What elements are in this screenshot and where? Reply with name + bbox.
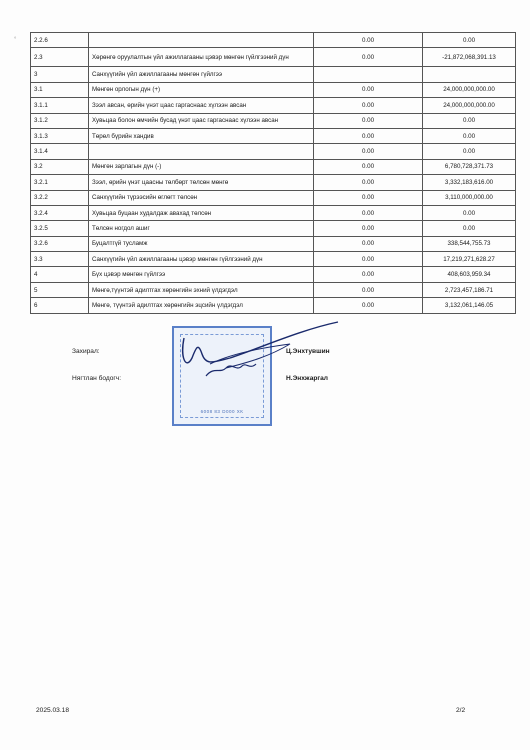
row-current-value: 0.00 [423,33,516,48]
row-code: 3.2.6 [31,236,89,251]
row-code: 6 [31,298,89,313]
row-current-value: 3,132,061,146.05 [423,298,516,313]
row-description: Мөнгө,түүнтэй адилтгах хөрөнгийн эхний үлдэгдэл [89,282,314,297]
footer-date: 2025.03.18 [36,707,70,714]
row-description: Бүх цэвэр мөнгөн гүйлгээ [89,267,314,282]
row-previous-value: 0.00 [314,221,423,236]
row-current-value: 0.00 [423,113,516,128]
row-description: Буцалтгүй тусламж [89,236,314,251]
row-previous-value: 0.00 [314,82,423,97]
row-previous-value: 0.00 [314,205,423,220]
row-code: 3.1.2 [31,113,89,128]
row-previous-value: 0.00 [314,128,423,143]
row-previous-value: 0.00 [314,33,423,48]
row-code: 2.2.6 [31,33,89,48]
row-description: Хөрөнгө оруулалтын үйл ажиллагааны цэвэр мөнгөн гүйлгээний дүн [89,48,314,67]
row-description [89,144,314,159]
row-code: 3.1.3 [31,128,89,143]
row-description [89,33,314,48]
stamp-text: 6008 83 D000 ХК [200,409,244,414]
row-previous-value: 0.00 [314,48,423,67]
table-row [31,252,516,267]
table-row [31,144,516,159]
row-current-value: 3,110,000,000.00 [423,190,516,205]
row-code: 3 [31,67,89,82]
table-row [31,159,516,174]
row-previous-value: 0.00 [314,267,423,282]
row-previous-value: 0.00 [314,190,423,205]
row-description: Төлсөн ногдол ашиг [89,221,314,236]
row-code: 3.1.4 [31,144,89,159]
row-description: Мөнгөн зарлагын дүн (-) [89,159,314,174]
row-current-value: 408,603,959.34 [423,267,516,282]
table-row [31,298,516,313]
row-previous-value: 0.00 [314,144,423,159]
row-code: 3.1 [31,82,89,97]
row-current-value [423,67,516,82]
row-description: Мөнгө, түүнтэй адилтгах хөрөнгийн эцсийн үлдэгдэл [89,298,314,313]
margin-mark: ° [14,37,17,43]
row-description: Хувьцаа буцаан худалдаж авахад төлсөн [89,205,314,220]
table-row [31,98,516,113]
row-previous-value: 0.00 [314,175,423,190]
accountant-label: Нягтлан бодогч: [72,375,122,382]
table-row [31,236,516,251]
row-current-value: 0.00 [423,128,516,143]
row-current-value: 3,332,183,616.00 [423,175,516,190]
row-description: Хувьцаа болон өмчийн бусад үнэт цаас гаргаснаас хүлээн авсан [89,113,314,128]
row-current-value: 0.00 [423,205,516,220]
row-current-value: -21,872,068,391.13 [423,48,516,67]
table-row [31,282,516,297]
director-label: Захирал: [72,348,100,355]
row-previous-value: 0.00 [314,159,423,174]
row-previous-value: 0.00 [314,282,423,297]
row-code: 3.2.5 [31,221,89,236]
row-code: 3.2.4 [31,205,89,220]
row-description: Төрөл бүрийн хандив [89,128,314,143]
row-current-value: 2,723,457,186.71 [423,282,516,297]
row-code: 3.2.1 [31,175,89,190]
page-number: 2/2 [456,707,466,714]
row-description: Мөнгөн орлогын дүн (+) [89,82,314,97]
row-code: 2.3 [31,48,89,67]
row-code: 4 [31,267,89,282]
table-row [31,33,516,48]
row-code: 3.3 [31,252,89,267]
row-code: 3.2 [31,159,89,174]
table-row [31,175,516,190]
row-description: Зээл, өрийн үнэт цаасны төлбөрт төлсөн мөнгө [89,175,314,190]
row-previous-value: 0.00 [314,298,423,313]
row-code: 3.2.2 [31,190,89,205]
table-row [31,113,516,128]
table-row [31,190,516,205]
row-current-value: 24,000,000,000.00 [423,82,516,97]
table-row [31,48,516,67]
row-description: Санхүүгийн үйл ажиллагааны мөнгөн гүйлгээ [89,67,314,82]
row-previous-value: 0.00 [314,236,423,251]
table-row [31,82,516,97]
row-description: Санхүүгийн түрээсийн өглөгт төлсөн [89,190,314,205]
row-description: Зээл авсан, өрийн үнэт цаас гаргаснаас хүлээн авсан [89,98,314,113]
table-row [31,128,516,143]
table-row [31,221,516,236]
row-previous-value: 0.00 [314,113,423,128]
cash-flow-table [30,32,516,314]
director-name: Ц.Энхтувшин [286,348,330,355]
row-current-value: 6,780,728,371.73 [423,159,516,174]
table-row [31,205,516,220]
table-row [31,267,516,282]
row-current-value: 24,000,000,000.00 [423,98,516,113]
row-previous-value [314,67,423,82]
row-current-value: 338,544,755.73 [423,236,516,251]
row-previous-value: 0.00 [314,98,423,113]
row-code: 3.1.1 [31,98,89,113]
row-previous-value: 0.00 [314,252,423,267]
row-current-value: 0.00 [423,144,516,159]
row-code: 5 [31,282,89,297]
row-current-value: 0.00 [423,221,516,236]
row-current-value: 17,219,271,628.27 [423,252,516,267]
accountant-name: Н.Энхжаргал [286,375,328,382]
row-description: Санхүүгийн үйл ажиллагааны цэвэр мөнгөн гүйлгээний дүн [89,252,314,267]
table-row [31,67,516,82]
